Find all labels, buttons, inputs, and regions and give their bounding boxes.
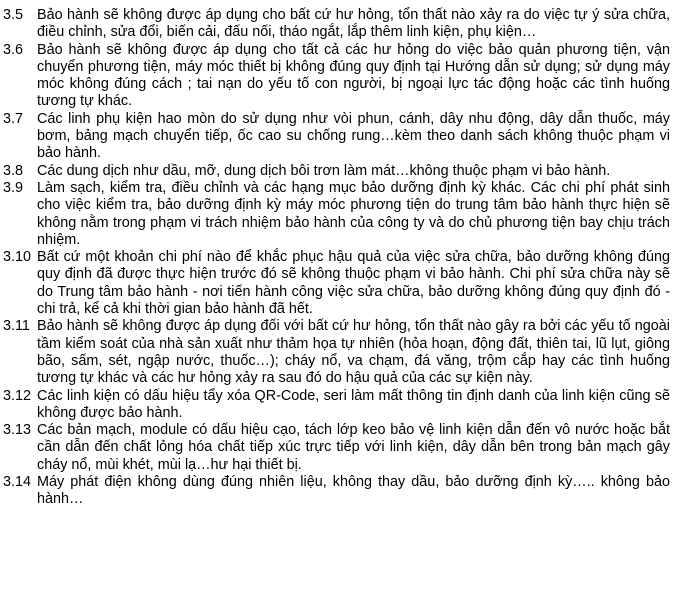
clause-number: 3.7 xyxy=(3,110,24,127)
clause-3-12 xyxy=(0,388,674,423)
clause-3-6 xyxy=(0,42,674,111)
clause-3-9 xyxy=(0,180,674,249)
clause-text: Làm sạch, kiểm tra, điều chỉnh và các hạng mục bảo dưỡng định kỳ khác. Các chi phí phát sinh cho việc kiểm tra, bảo dưỡng định kỳ máy móc phương tiện do trung tâm bảo hành thực hiện sẽ không nằm trong phạm vi trách nhiệm bảo hành của công ty và do chủ phương tiện bay chịu trách nhiệm. xyxy=(37,179,670,248)
clause-number: 3.10 xyxy=(3,249,32,266)
clause-3-5 xyxy=(0,0,674,42)
clause-3-13 xyxy=(0,422,674,474)
clause-number: 3.13 xyxy=(3,422,32,439)
clause-text: Bảo hành sẽ không được áp dụng cho bất cứ hư hỏng, tổn thất nào xảy ra do việc tự ý sửa chữa, điều chỉnh, sửa đổi, biến cải, đấu nối, tháo ngắt, lắp thêm linh kiện, phụ kiện… xyxy=(37,7,670,41)
clause-text: Các linh phụ kiện hao mòn do sử dụng như vòi phun, cánh, dây nhu động, dây dẫn thuốc, máy bơm, bảng mạch chuyển tiếp, ốc cao su chống rung…kèm theo danh sách không thuộc phạm vi bảo hành. xyxy=(37,110,670,162)
clause-number: 3.11 xyxy=(3,318,30,335)
clause-3-14 xyxy=(0,474,674,509)
clause-text: Các dung dịch như dầu, mỡ, dung dịch bôi trơn làm mát…không thuộc phạm vi bảo hành. xyxy=(37,162,611,179)
clause-number: 3.9 xyxy=(3,179,24,196)
clause-text: Các linh kiện có dấu hiệu tẩy xóa QR-Code, seri làm mất thông tin định danh của linh kiện cũng sẽ không được bảo hành. xyxy=(37,387,670,421)
clause-3-10 xyxy=(0,249,674,318)
clause-text: Bất cứ một khoản chi phí nào để khắc phục hậu quả của việc sửa chữa, bảo dưỡng không đúng quy định đã được thực hiện trước đó sẽ không thuộc phạm vi bảo hành. Chi phí sửa chữa này sẽ do Trung tâm bảo hành - nơi tiến hành công việc sửa chữa, bảo dưỡng không đúng quy định đó - chi trả, kể cả khi thời gian bảo hành đã hết. xyxy=(37,249,670,318)
clause-3-8 xyxy=(0,163,674,180)
clause-number: 3.14 xyxy=(3,474,32,491)
clause-3-7 xyxy=(0,111,674,163)
clause-number: 3.12 xyxy=(3,387,32,404)
clause-text: Các bản mạch, module có dấu hiệu cạo, tách lớp keo bảo vệ linh kiện dẫn đến vô nước hoặc bắt cần dẫn đến chất lỏng hóa chất tiếp xúc trực tiếp với linh kiện, dây dẫn bên trong bản mạch gây cháy nổ, mùi khét, mùi lạ…hư hại thiết bị. xyxy=(37,422,670,473)
clause-number: 3.8 xyxy=(3,162,24,179)
clause-number: 3.6 xyxy=(3,41,24,58)
clause-3-11 xyxy=(0,318,674,387)
clause-text: Bảo hành sẽ không được áp dụng đối với bất cứ hư hỏng, tổn thất nào gây ra bởi các yếu tố ngoài tầm kiểm soát của nhà sản xuất như thảm họa tự nhiên (hỏa hoạn, động đất, thiên tai, lũ lụt, giông bão, sấm, sét, ngập nước, thuốc…); cháy nổ, va chạm, đá văng, trộm cắp hay các tình huống tương tự khác và các hư hỏng xảy ra sau đó do hậu quả của các sự kiện này. xyxy=(37,318,670,387)
clause-text: Máy phát điện không dùng đúng nhiên liệu, không thay dầu, bảo dưỡng định kỳ….. không bảo hành… xyxy=(37,474,670,508)
clause-text: Bảo hành sẽ không được áp dụng cho tất cả các hư hỏng do việc bảo quản phương tiện, vận chuyển phương tiện, máy móc thiết bị không đúng quy định tại Hướng dẫn sử dụng; sử dụng máy móc không đúng cách ; tai nạn do yếu tố con người, bị ngoại lực tác động hoặc các tình huống tương tự khác. xyxy=(37,41,670,110)
clause-number: 3.5 xyxy=(3,7,24,23)
